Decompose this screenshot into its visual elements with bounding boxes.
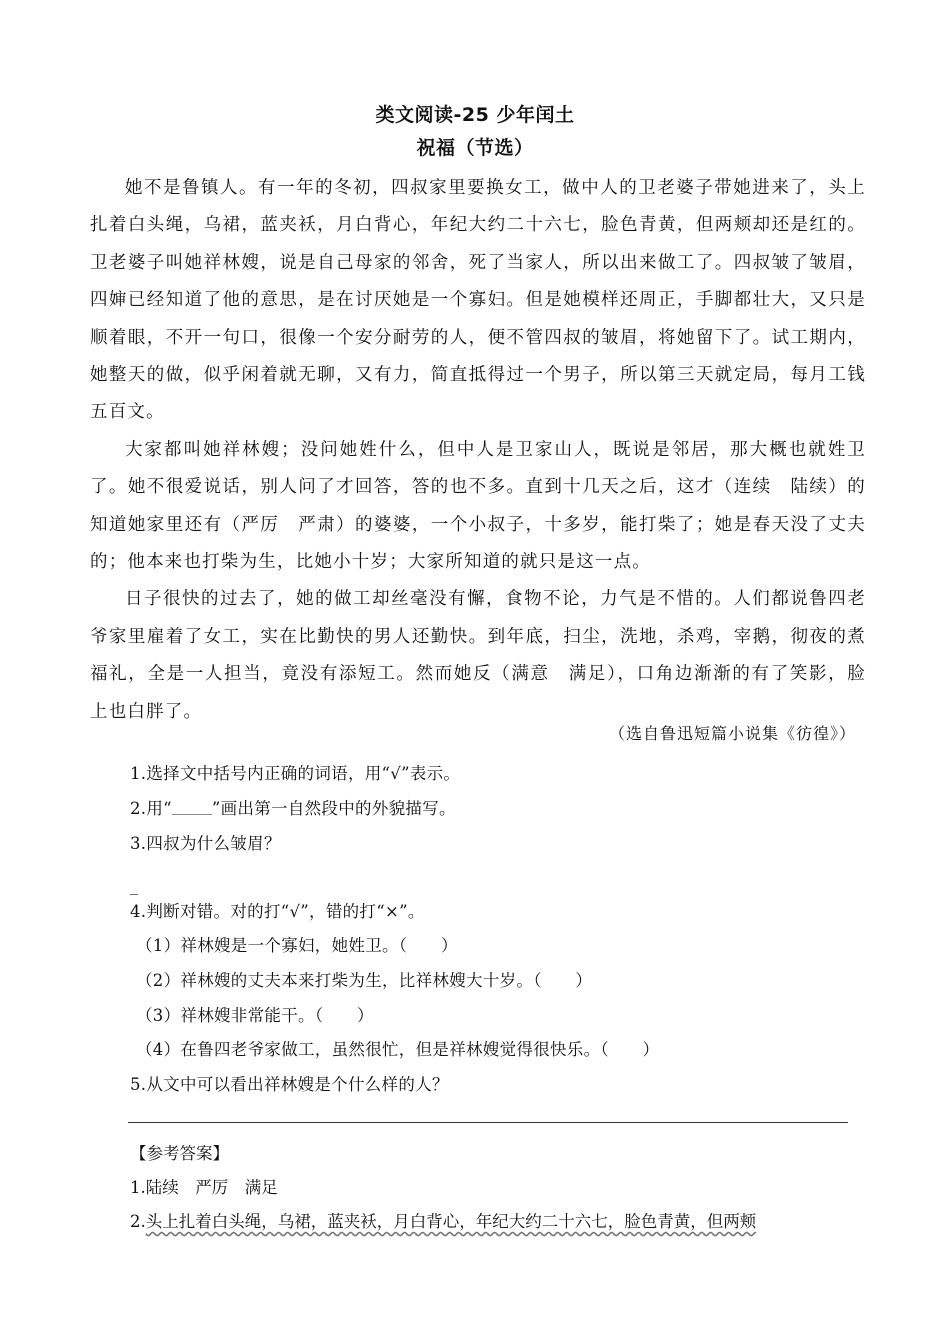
answer-2 (130, 1208, 756, 1232)
paragraph-1: 她不是鲁镇人。有一年的冬初，四叔家里要换女工，做中人的卫老婆子带她进来了，头上扎着白头绳，乌裙，蓝夹袄，月白背心，年纪大约二十六七，脸色青黄，但两颊却还是红的。卫老婆子叫她祥林嫂，说是自己母家的邻舍，死了当家人，所以出来做工了。四叔皱了皱眉，四婶已经知道了他的意思，是在讨厌她是一个寡妇。但是她模样还周正，手脚都壮大，又只是顺着眼，不开一句口，很像一个安分耐劳的人，便不管四叔的皱眉，将她留下了。试工期内，她整天的做，似乎闲着就无聊，又有力，简直抵得过一个男子，所以第三天就定局，每月工钱五百文。 (90, 178, 866, 423)
wavy-line-mark (172, 804, 212, 815)
paragraph-2: 大家都叫她祥林嫂；没问她姓什么，但中人是卫家山人，既说是邻居，那大概也就姓卫了。她不很爱说话，别人问了才回答，答的也不多。直到十几天之后，这才（连续 陆续）的知道她家里还有（严厉 严肃）的婆婆，一个小叔子，十多岁，能打柴了；她是春天没了丈夫的；他本来也打柴为生，比她小十岁；大家所知道的就只是这一点。 (90, 439, 866, 573)
question-2 (130, 795, 456, 819)
question-3: 3.四叔为什么皱眉？ (130, 834, 281, 853)
passage-title: 祝福（节选） (416, 137, 534, 159)
question-4: 4.判断对错。对的打“√”，错的打“×”。 (130, 902, 425, 921)
answer-blank: _ (130, 876, 138, 895)
paragraph-3: 日子很快的过去了，她的做工却丝毫没有懈，食物不论，力气是不惜的。人们都说鲁四老爷家里雇着了女工，实在比勤快的男人还勤快。到年底，扫尘，洗地，杀鸡，宰鹅，彻夜的煮福礼，全是一人担当，竟没有添短工。然而她反（满意 满足），口角边渐渐的有了笑影，脸上也白胖了。 (90, 589, 866, 722)
passage (90, 170, 866, 731)
source-citation: （选自鲁迅短篇小说集《彷徨》） (608, 724, 856, 743)
question-4-item-4: （4）在鲁四老爷家做工，虽然很忙，但是祥林嫂觉得很快乐。（ ） (136, 1040, 660, 1059)
question-1: 1.选择文中括号内正确的词语，用“√”表示。 (130, 764, 461, 783)
question-4-item-1: （1）祥林嫂是一个寡妇，她姓卫。（ ） (136, 936, 458, 955)
answer-2-text: 头上扎着白头绳，乌裙，蓝夹袄，月白背心，年纪大约二十六七，脸色青黄，但两颊 (145, 1212, 757, 1231)
page-title: 类文阅读-25 少年闰土 (375, 104, 575, 126)
question-4-item-2: （2）祥林嫂的丈夫本来打柴为生，比祥林嫂大十岁。（ ） (136, 971, 593, 990)
answer-1: 1.陆续 严厉 满足 (130, 1178, 278, 1197)
question-2-suffix: ”画出第一自然段中的外貌描写。 (211, 799, 456, 818)
answer-2-number: 2. (130, 1212, 146, 1231)
question-5: 5.从文中可以看出祥林嫂是个什么样的人？ (130, 1075, 449, 1094)
question-4-item-3: （3）祥林嫂非常能干。（ ） (136, 1006, 374, 1025)
question-2-prefix: 2.用“ (130, 799, 172, 818)
divider (128, 1122, 848, 1123)
answer-header: 【参考答案】 (130, 1144, 229, 1163)
